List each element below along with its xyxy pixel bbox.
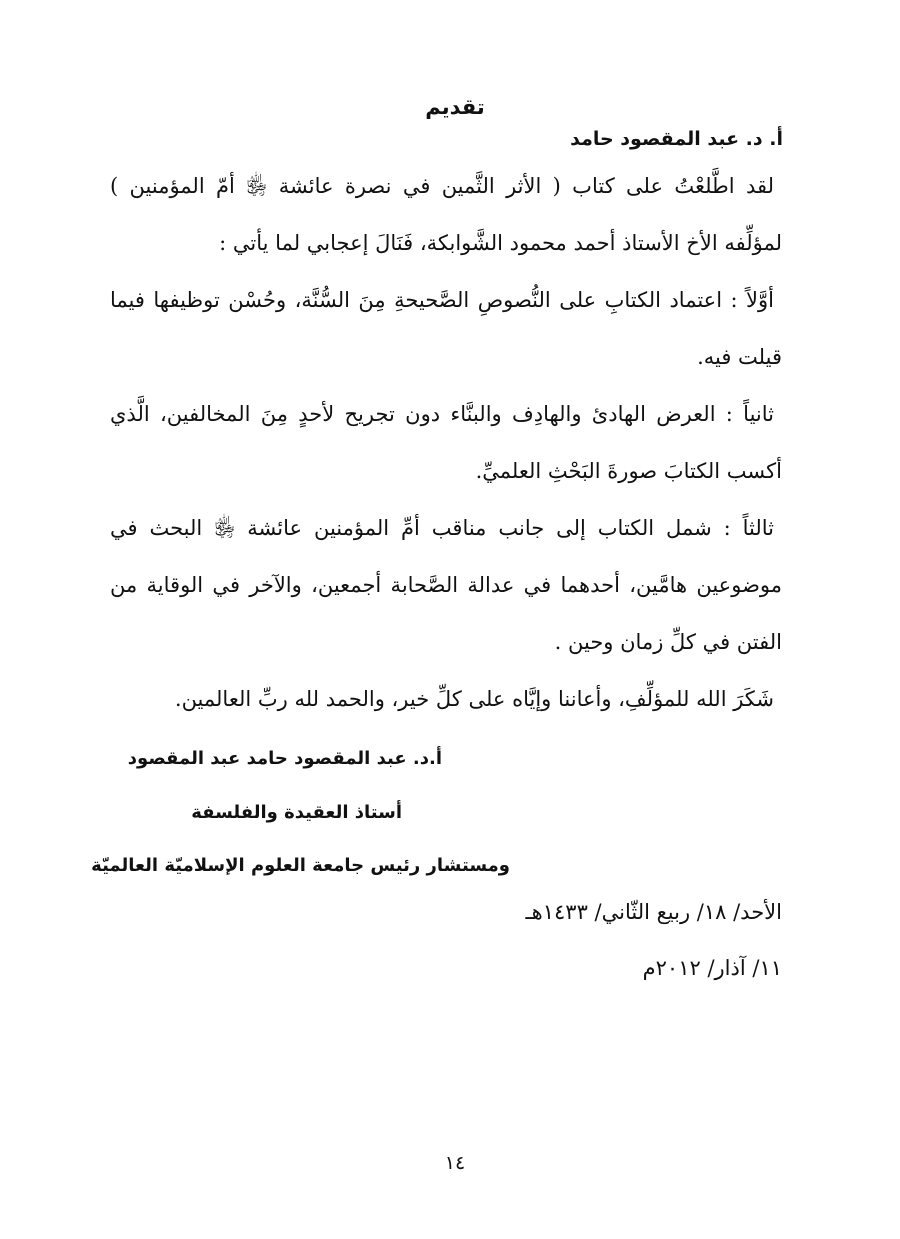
paragraph-intro: لقد اطَّلعْتُ على كتاب ( الأثر الثَّمين في نصرة عائشة ﵂ أمّ المؤمنين ) لمؤلِّفه الأخ الأستاذ أحمد محمود الشَّوابكة، فَنَالَ إعجابي لما يأتي : bbox=[110, 174, 782, 255]
signature-position: أستاذ العقيدة والفلسفة bbox=[191, 802, 402, 823]
author-heading: أ. د. عبد المقصود حامد bbox=[570, 128, 783, 150]
paragraph-closing: شَكَرَ الله للمؤلِّفِ، وأعاننا وإيَّاه على كلِّ خير، والحمد لله ربِّ العالمين. bbox=[174, 687, 774, 711]
paragraph-first-point: أوَّلاً : اعتماد الكتابِ على النُّصوصِ الصَّحيحةِ مِنَ السُّنَّة، وحُسْن توظيفها فيما قيلت فيه. bbox=[110, 288, 782, 369]
page-number: ١٤ bbox=[444, 1152, 466, 1174]
body-text bbox=[110, 158, 782, 728]
date-hijri: الأحد/ ١٨/ ربيع الثّاني/ ١٤٣٣هـ bbox=[525, 900, 782, 924]
date-gregorian: ١١/ آذار/ ٢٠١٢م bbox=[642, 956, 782, 980]
page-title: تقديم bbox=[425, 95, 485, 119]
paragraph-third-point: ثالثاً : شمل الكتاب إلى جانب مناقب أمِّ المؤمنين عائشة ﵂ البحث في موضوعين هامَّين، أحدهما في عدالة الصَّحابة أجمعين، والآخر في الوقاية من الفتن في كلِّ زمان وحين . bbox=[110, 516, 782, 654]
paragraph-second-point: ثانياً : العرض الهادئ والهادِف والبنَّاء دون تجريح لأحدٍ مِنَ المخالفين، الَّذي أكسب الكتابَ صورةَ البَحْثِ العلميِّ. bbox=[110, 402, 782, 483]
signature-name: أ.د. عبد المقصود حامد عبد المقصود bbox=[127, 748, 442, 769]
signature-affiliation: ومستشار رئيس جامعة العلوم الإسلاميّة العالميّة bbox=[91, 855, 510, 876]
